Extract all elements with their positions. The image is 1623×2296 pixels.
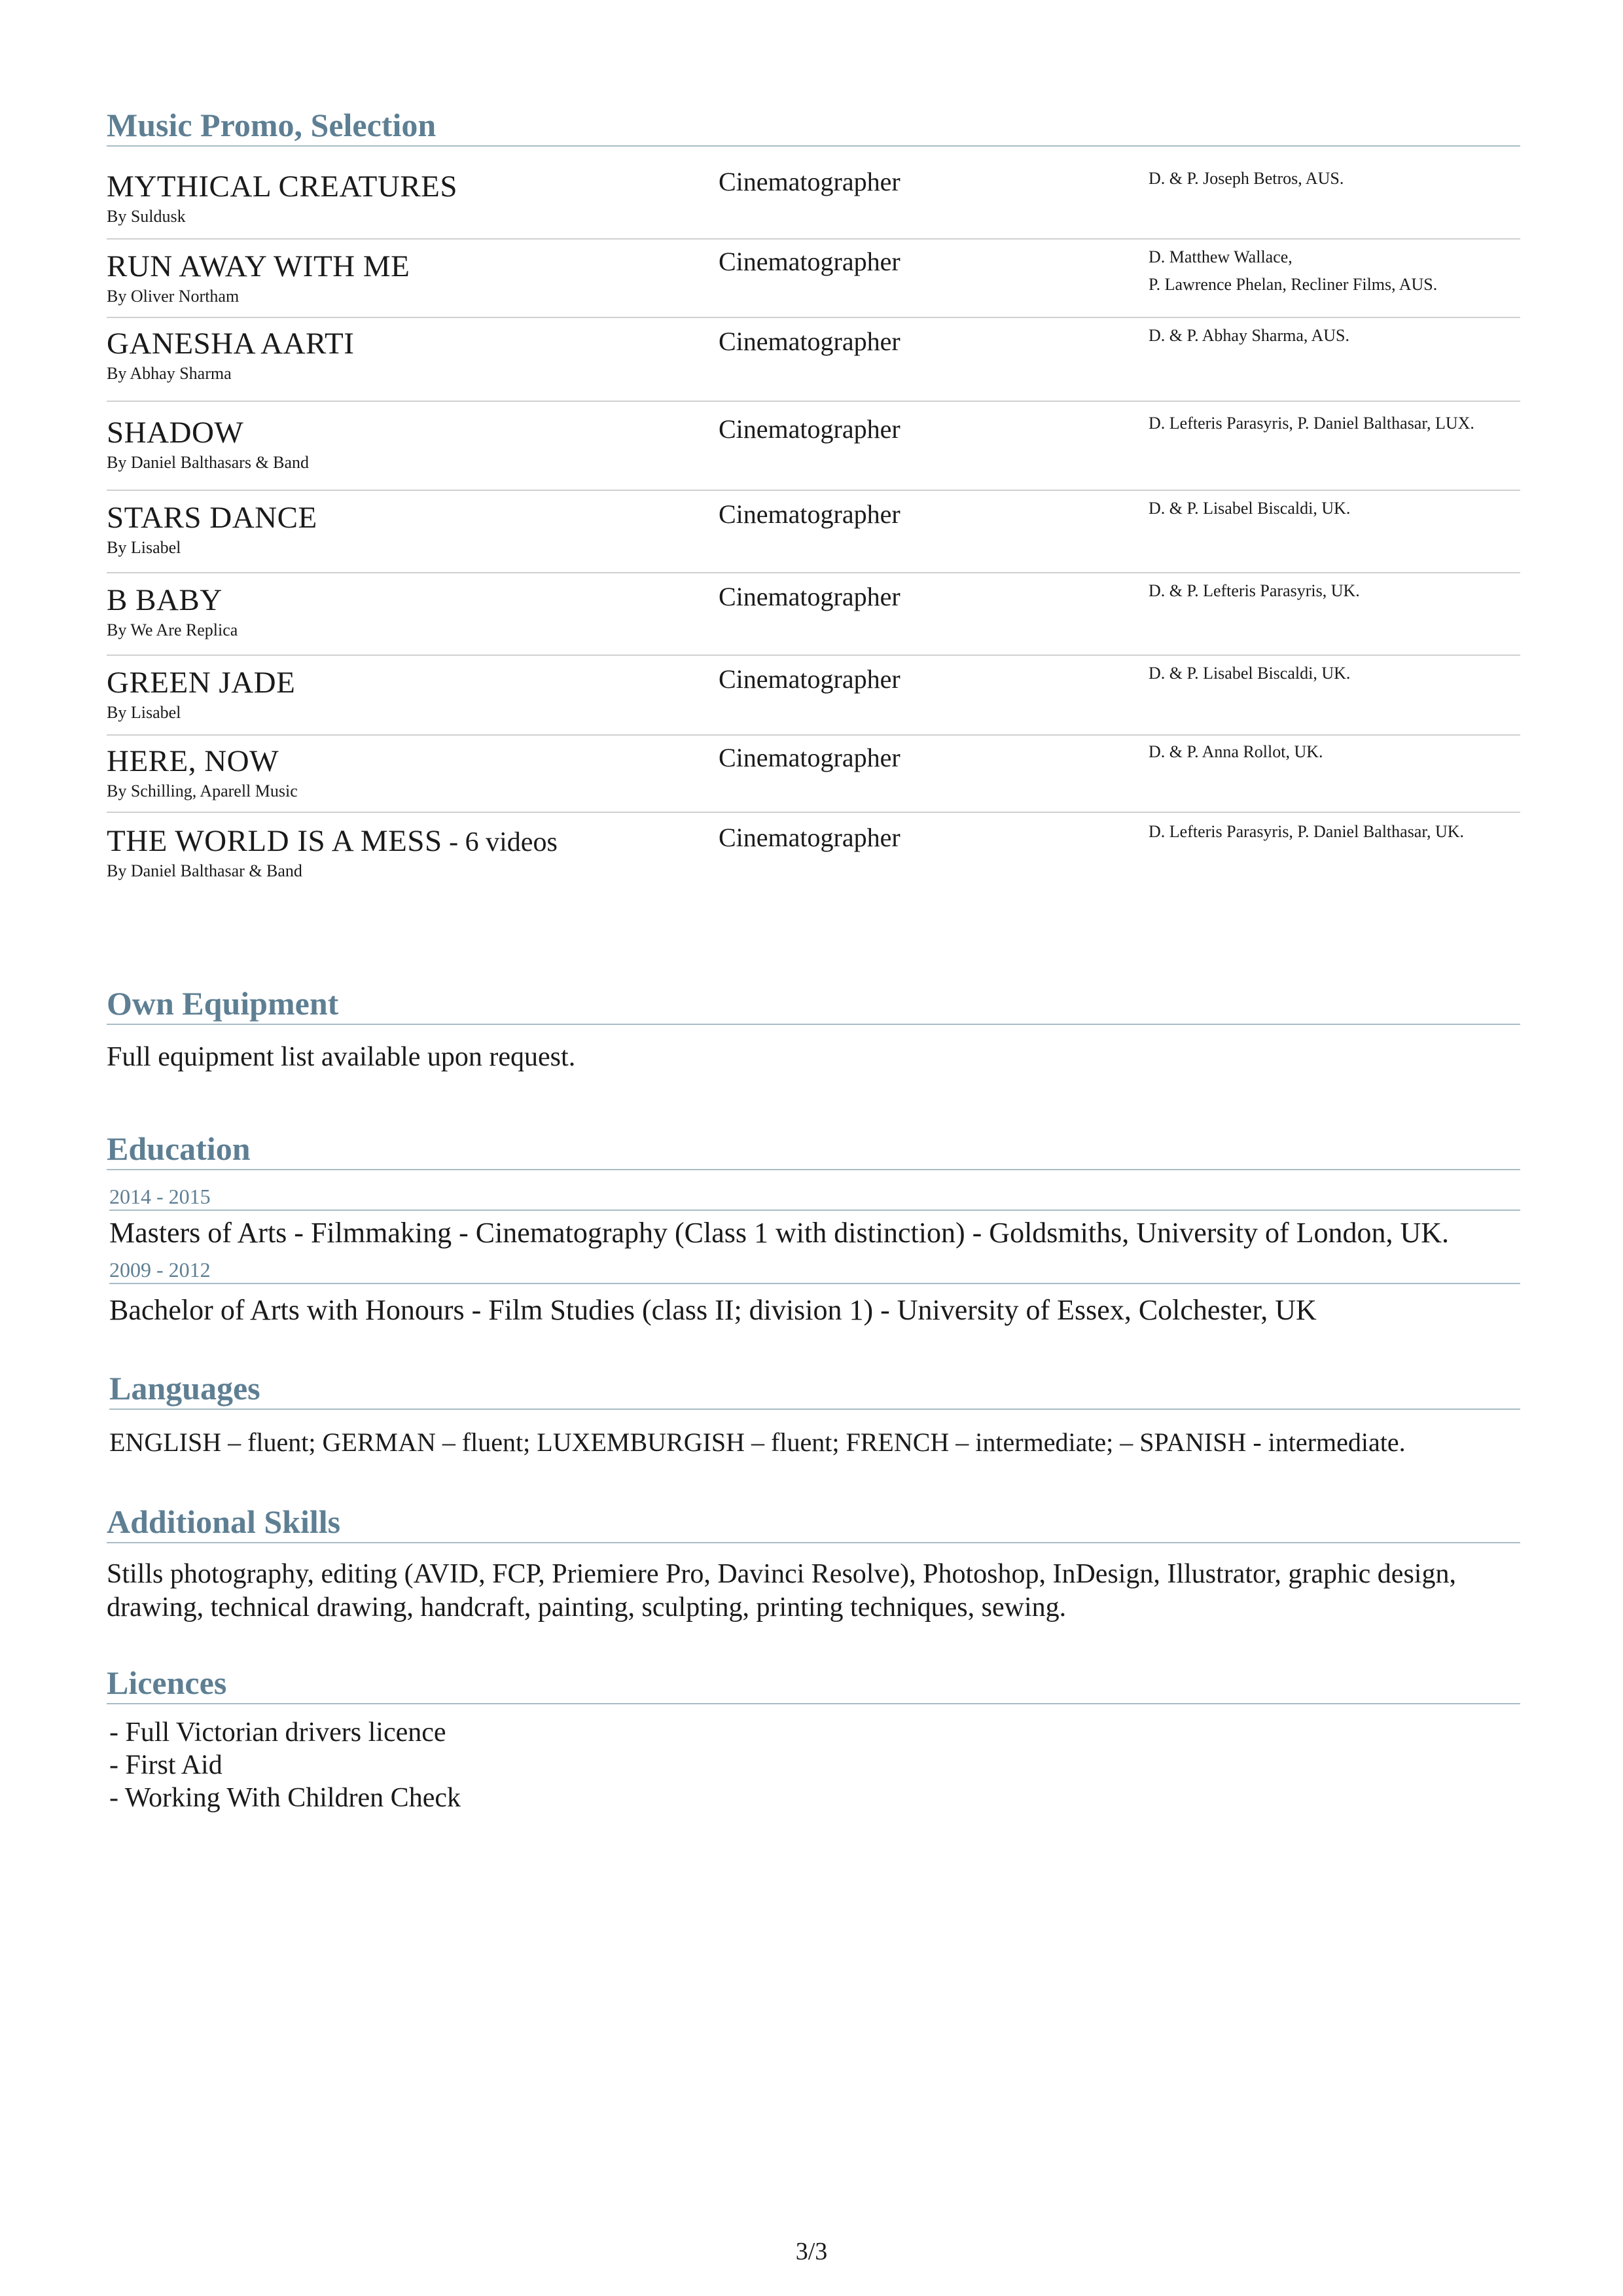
credit-row bbox=[107, 166, 1520, 240]
education-years: 2009 - 2012 bbox=[109, 1259, 1520, 1284]
credit-artist: By Daniel Balthasars & Band bbox=[107, 453, 310, 472]
credit-title: THE WORLD IS A MESS - 6 videos bbox=[107, 824, 558, 858]
education-heading: Education bbox=[107, 1132, 1520, 1170]
credit-director-producer: D. & P. Lefteris Parasyris, UK. bbox=[1149, 581, 1360, 600]
education-description: Bachelor of Arts with Honours - Film Studies (class II; division 1) - University of Essex, Colchester, UK bbox=[109, 1294, 1317, 1326]
credit-artist: By Schilling, Aparell Music bbox=[107, 781, 298, 800]
credit-director-producer: D. & P. Abhay Sharma, AUS. bbox=[1149, 326, 1349, 345]
credit-row bbox=[107, 401, 1520, 491]
credit-director-producer: D. Lefteris Parasyris, P. Daniel Balthasar, UK. bbox=[1149, 822, 1465, 841]
credit-role: Cinematographer bbox=[719, 664, 901, 694]
credit-row bbox=[107, 734, 1520, 813]
credit-role: Cinematographer bbox=[719, 743, 901, 772]
credit-title: RUN AWAY WITH ME bbox=[107, 249, 410, 283]
credit-artist: By Lisabel bbox=[107, 703, 181, 722]
credit-artist: By Oliver Northam bbox=[107, 287, 240, 306]
credit-director-producer: D. Matthew Wallace, P. Lawrence Phelan, Recliner Films, AUS. bbox=[1149, 247, 1438, 294]
credit-row bbox=[107, 238, 1520, 318]
credit-role: Cinematographer bbox=[719, 823, 901, 852]
credit-row bbox=[107, 655, 1520, 736]
licence-item: - Full Victorian drivers licence bbox=[109, 1717, 446, 1748]
credit-row bbox=[107, 572, 1520, 656]
page-number: 3/3 bbox=[795, 2238, 828, 2265]
credit-title: HERE, NOW bbox=[107, 744, 279, 778]
languages-heading: Languages bbox=[109, 1372, 1520, 1410]
credit-title: GANESHA AARTI bbox=[107, 327, 355, 361]
credit-director-producer: D. & P. Lisabel Biscaldi, UK. bbox=[1149, 499, 1351, 518]
credit-director-producer: D. & P. Lisabel Biscaldi, UK. bbox=[1149, 664, 1351, 683]
licence-item: - Working With Children Check bbox=[109, 1783, 461, 1813]
skills-heading: Additional Skills bbox=[107, 1505, 1520, 1543]
credit-artist: By Abhay Sharma bbox=[107, 364, 232, 383]
credit-director-producer: D. Lefteris Parasyris, P. Daniel Balthasar, LUX. bbox=[1149, 414, 1474, 433]
languages-text: ENGLISH – fluent; GERMAN – fluent; LUXEMBURGISH – fluent; FRENCH – intermediate; – SPANISH - intermediate. bbox=[109, 1427, 1406, 1457]
education-years: 2014 - 2015 bbox=[109, 1186, 1520, 1211]
credit-role: Cinematographer bbox=[719, 167, 901, 196]
credit-row bbox=[107, 317, 1520, 402]
credit-artist: By We Are Replica bbox=[107, 620, 238, 639]
education-description: Masters of Arts - Filmmaking - Cinematography (Class 1 with distinction) - Goldsmiths, University of London, UK. bbox=[109, 1217, 1450, 1249]
credit-role: Cinematographer bbox=[719, 247, 901, 276]
credit-title: GREEN JADE bbox=[107, 666, 296, 700]
credit-role: Cinematographer bbox=[719, 499, 901, 529]
credit-artist: By Suldusk bbox=[107, 207, 186, 226]
credit-title: STARS DANCE bbox=[107, 501, 317, 535]
music-promo-heading: Music Promo, Selection bbox=[107, 109, 1520, 147]
skills-text: Stills photography, editing (AVID, FCP, Priemiere Pro, Davinci Resolve), Photoshop, InDesign, Illustrator, graphic design, drawing, technical drawing, handcraft, painting, sculpting, printing techniques, sewing. bbox=[107, 1559, 1456, 1623]
credit-director-producer: D. & P. Anna Rollot, UK. bbox=[1149, 742, 1323, 761]
credit-role: Cinematographer bbox=[719, 582, 901, 611]
credit-title: B BABY bbox=[107, 583, 223, 617]
licences-heading: Licences bbox=[107, 1666, 1520, 1704]
equipment-heading: Own Equipment bbox=[107, 987, 1520, 1025]
credit-artist: By Daniel Balthasar & Band bbox=[107, 861, 302, 880]
credit-director-producer: D. & P. Joseph Betros, AUS. bbox=[1149, 169, 1344, 188]
credit-artist: By Lisabel bbox=[107, 538, 181, 557]
licence-item: - First Aid bbox=[109, 1750, 223, 1780]
equipment-text: Full equipment list available upon request. bbox=[107, 1042, 576, 1072]
credit-row bbox=[107, 812, 1520, 890]
credit-role: Cinematographer bbox=[719, 414, 901, 444]
credit-title: MYTHICAL CREATURES bbox=[107, 170, 458, 204]
credit-title: SHADOW bbox=[107, 416, 244, 450]
credit-role: Cinematographer bbox=[719, 327, 901, 356]
credit-row bbox=[107, 490, 1520, 573]
